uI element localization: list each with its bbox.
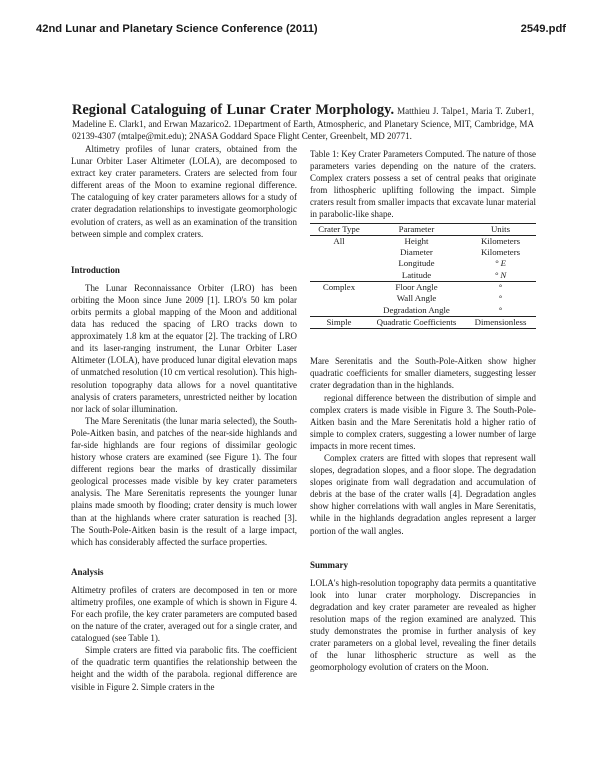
table-header-row [310, 223, 536, 235]
abstract-id: 2549.pdf [520, 23, 566, 35]
cell-units: Kilometers [480, 235, 521, 246]
table-row [310, 282, 536, 294]
table-header-crater-type: Crater Type [310, 223, 368, 235]
cell-parameter: Floor Angle [368, 282, 465, 294]
right-column [310, 148, 536, 758]
cell-crater-type [310, 293, 368, 304]
analysis-paragraph-1: Altimetry profiles of craters are decomposed in ten or more altimetry profiles, one example of which is shown in Figure 4. For each profile, the key crater parameters are computed based on the nature of the crater, averaged out for a single crater, and catalogued (see Table 1). [71, 584, 297, 644]
table-row [310, 258, 536, 269]
cell-parameter: Height [404, 235, 429, 246]
cell-parameter: Degradation Angle [383, 304, 450, 315]
cell-crater-type [310, 258, 368, 269]
results-paragraph-2: regional difference between the distribution of simple and complex craters is made visible in Figure 3. The South-Pole-Aitken basin and the Mare Serenitatis hold a higher ratio of simple to complex craters, suggesting a lower number of large impacts in more recent times. [310, 392, 536, 451]
summary-heading: Summary [310, 559, 348, 570]
table-row [310, 305, 536, 317]
cell-units: ° E [494, 258, 507, 269]
cell-crater-type [310, 270, 368, 282]
table-header-parameter: Parameter [368, 223, 465, 235]
table-row [310, 247, 536, 258]
table-row [310, 293, 536, 304]
cell-units: Kilometers [480, 247, 521, 258]
summary-paragraph: LOLA's high-resolution topography data permits a quantitative look into lunar crater morphology. Discrepancies in degradation and key crater parameter are revealed as higher resolution maps of the region examined are analyzed. This study demonstrates the promise in further analysis of key crater parameters on a global level, revealing the finer details of the lunar lithospheric structure as well as the geomorphology evolution of craters on the Moon. [310, 577, 536, 673]
paper-title: Regional Cataloguing of Lunar Crater Morphology. [72, 102, 395, 118]
table-row [310, 270, 536, 282]
introduction-paragraph-1: The Lunar Reconnaissance Orbiter (LRO) has been orbiting the Moon since June 2009 [1]. LRO's 50 km polar orbits permits a global mapping of the Moon and additional data has reduced the spacing of LRO tracks down to approximately 1.8 km at the equator [2]. The tracking of LRO and its laser-ranging instrument, the Lunar Orbiter Laser Altimeter (LOLA), have produced lunar digital elevation maps of unmatched resolution (10 cm vertical resolution). This high-resolution topography data allows for a novel quantitative analysis of craters parameters, unrestricted neither by location nor lack of solar illumination. [71, 282, 297, 414]
table-row [310, 235, 536, 247]
cell-units: ° [498, 304, 503, 315]
left-column [71, 143, 297, 758]
cell-crater-type: All [333, 235, 345, 246]
running-head [36, 23, 566, 39]
results-paragraph-1: Mare Serenitatis and the South-Pole-Aitken show higher quadratic coefficients for smaller diameters, suggesting lesser crater degradation than in the highlands. [310, 356, 536, 391]
cell-units: Dimensionless [465, 316, 536, 328]
crater-parameters-table [310, 223, 536, 330]
cell-parameter: Longitude [398, 258, 435, 269]
introduction-paragraph-2: The Mare Serenitatis (the lunar maria selected), the South-Pole-Aitken basin, and patches of the near-side highlands and far-side highlands are four regions of dissimilar geologic history whose craters are examined (see Figure 1). The four different regions bear the marks of drastically dissimilar geological processes made visible by key crater parameters analysis. The Mare Serenitatis represents the younger lunar plains made smooth by flooding; crater density is much lower than at the highlands where crater saturation is reached [3]. The South-Pole-Aitken basin is the result of a large impact, which has considerably affected the surface properties. [71, 415, 297, 547]
cell-units: ° N [494, 269, 507, 280]
table-caption: Table 1: Key Crater Parameters Computed. The nature of those parameters varies depending on the nature of the craters. Complex craters possess a set of central peaks that originate from lithospheric uplifting following the impact. Simple craters result from smaller impacts that excavate lunar material in parabolic-like shape. [310, 149, 536, 220]
cell-crater-type: Simple [310, 316, 368, 328]
cell-parameter: Wall Angle [396, 293, 437, 304]
conference-name: 42nd Lunar and Planetary Science Conference (2011) [36, 23, 318, 35]
cell-parameter: Diameter [400, 247, 433, 258]
authors-affiliations: Matthieu J. Talpe1, Maria T. Zuber1, Madeline E. Clark1, and Erwan Mazarico2. 1Department of Earth, Atmospheric, and Planetary Science, MIT, Cambridge, MA 02139-4307 (mtalpe@mit.edu); 2NASA Goddard Space Flight Center, Greenbelt, MD 20771. [72, 106, 534, 142]
title-block [72, 103, 534, 143]
analysis-paragraph-2: Simple craters are fitted via parabolic fits. The coefficient of the quadratic term quantifies the relationship between the height and the width of the parabola. regional difference are visible in Figure 2. Simple craters in the [71, 645, 297, 692]
introduction-heading: Introduction [71, 264, 120, 275]
analysis-heading: Analysis [71, 566, 104, 577]
cell-crater-type: Complex [310, 282, 368, 294]
results-paragraph-3: Complex craters are fitted with slopes that represent wall slopes, degradation slopes, and a floor slope. The degradation slopes originate from wall degradation and accumulation of debris at the base of the crater walls [4]. Degradation angles show higher correlations with wall angles in Mare Serenitatis, while in the highlands degradation angles represent a larger portion of the wall angles. [310, 452, 536, 536]
table-header-units: Units [465, 223, 536, 235]
cell-units: ° [465, 282, 536, 294]
cell-parameter: Latitude [401, 269, 432, 280]
cell-parameter: Quadratic Coefficients [368, 316, 465, 328]
cell-crater-type [310, 305, 368, 317]
table-row [310, 316, 536, 328]
cell-crater-type [310, 247, 368, 258]
abstract-paragraph: Altimetry profiles of lunar craters, obtained from the Lunar Orbiter Laser Altimeter (LOLA), are decomposed to extract key crater parameters. Craters are selected from four different areas of the Moon to examine regional difference. The cataloguing of key crater parameters allows for a study of crater degradation relationships to investigate geomorphologic evolution of craters, as well as an examination of the transition between simple and complex craters. [71, 144, 297, 239]
cell-units: ° [498, 293, 503, 304]
